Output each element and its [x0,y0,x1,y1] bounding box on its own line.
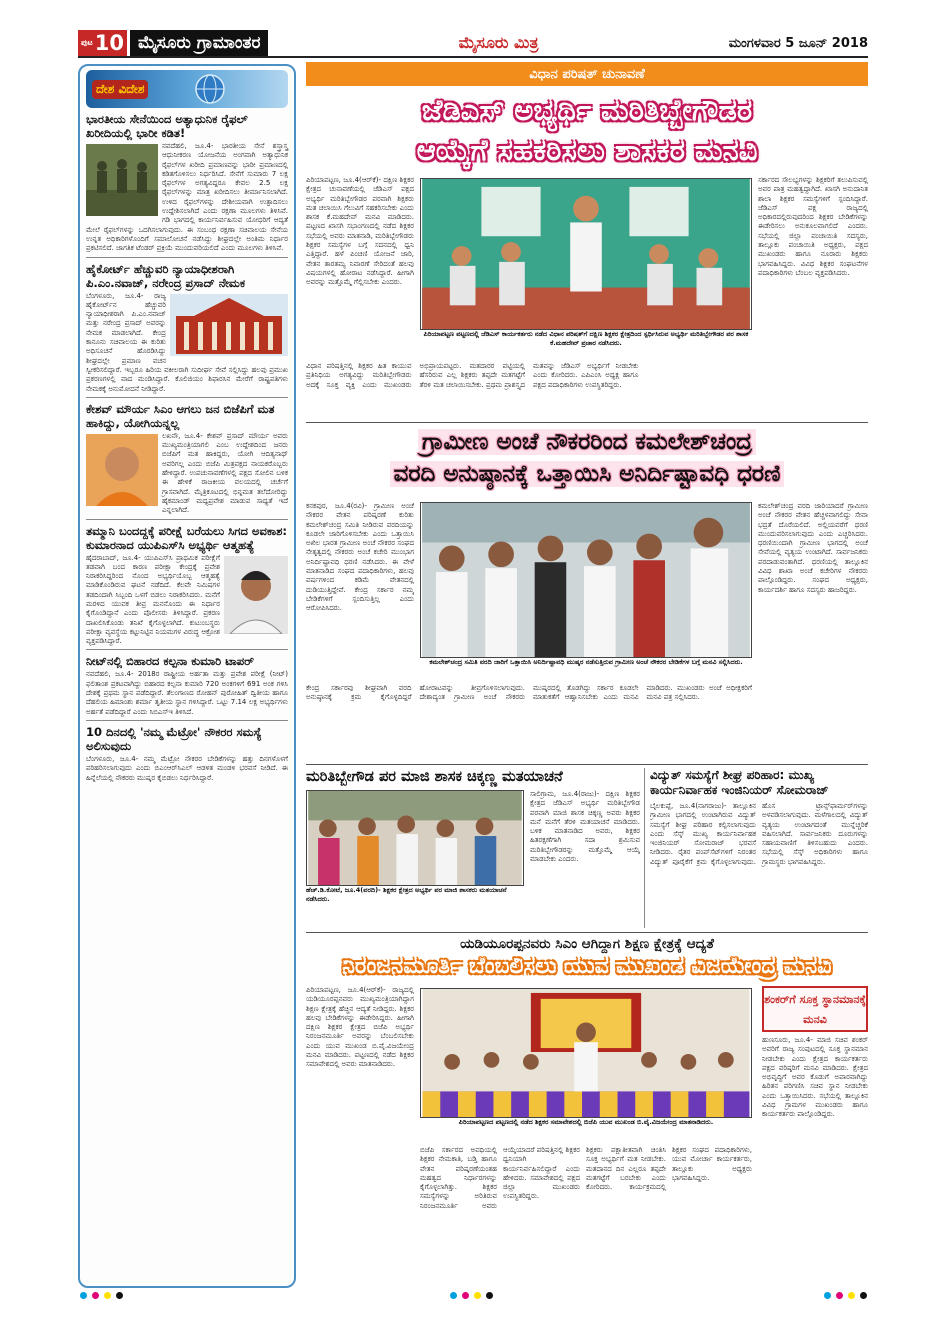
high-court-photo [170,294,288,356]
yellow-dot [104,1292,111,1299]
story4-column: ಬೈಲಕುಪ್ಪೆ, ಜೂ.4(ನಾಗರಾಜು)- ತಾಲ್ಲೂಕಿನ ಗ್ರಾಮೀಣ ಭಾಗದಲ್ಲಿ ಉಂಟಾಗಿರುವ ವಿದ್ಯುತ್ ಸಮಸ್ಯೆಗೆ ಶೀಘ್ರ ಪರಿಹಾರ ಕಲ್ಪಿಸಲಾಗುವುದು ಎಂದು ಸೆಸ್ಕ್ ಮುಖ್ಯ ಕಾರ್ಯನಿರ್ವಾಹಕ ಇಂಜಿನಿಯರ್ ಸೋಮರಾಜ್ ಭರವಸೆ ನೀಡಿದರು. ರೈತರ ಪಂಪ್‌ಸೆಟ್‌ಗಳಿಗೆ ನಿರಂತರ ವಿದ್ಯುತ್ ಪೂರೈಕೆಗೆ ಕ್ರಮ ಕೈಗೊಳ್ಳಲಾಗುವುದು. ಹೊಸ ಟ್ರಾನ್ಸ್‌ಫಾರ್ಮರ್‌ಗಳನ್ನು ಅಳವಡಿಸಲಾಗುವುದು. ಮಳೆಗಾಲದಲ್ಲಿ ವಿದ್ಯುತ್ ವ್ಯತ್ಯಯ ಉಂಟಾಗದಂತೆ ಮುನ್ನೆಚ್ಚರಿಕೆ ವಹಿಸಲಾಗಿದೆ. ಸಾರ್ವಜನಿಕರು ದೂರುಗಳನ್ನು ಸಹಾಯವಾಣಿಗೆ ತಿಳಿಸಬಹುದು ಎಂದರು. ಸಭೆಯಲ್ಲಿ ಸೆಸ್ಕ್ ಅಧಿಕಾರಿಗಳು ಹಾಗೂ ಗ್ರಾಮಸ್ಥರು ಭಾಗವಹಿಸಿದ್ದರು. [650,802,868,866]
yellow-dot [474,1292,481,1299]
paper-name: ಮೈಸೂರು ಮಿತ್ರ [458,33,539,52]
black-dot [860,1292,867,1299]
story2-headline-line-2-text: ವರದಿ ಅನುಷ್ಠಾನಕ್ಕೆ ಒತ್ತಾಯಿಸಿ ಅನಿರ್ದಿಷ್ಟಾವಧಿ ಧರಣಿ [390,461,785,487]
page-number-box [78,30,127,56]
masthead [78,30,868,58]
story5-photo [420,988,752,1118]
sidebar-headline-1: ಭಾರತೀಯ ಸೇನೆಯಿಂದ ಅತ್ಯಾಧುನಿಕ ರೈಫಲ್ ಖರೀದಿಯಲ್ಲಿ ಭಾರೀ ಕಡಿತ! [86,112,248,140]
section-title: ಮೈಸೂರು ಗ್ರಾಮಾಂತರ [130,30,268,56]
story2-photo-caption: ಕಮಲೇಶ್‌ಚಂದ್ರ ಸಮಿತಿ ವರದಿ ಜಾರಿಗೆ ಒತ್ತಾಯಿಸಿ ಅನಿರ್ದಿಷ್ಟಾವಧಿ ಮುಷ್ಕರ ನಡೆಸುತ್ತಿರುವ ಗ್ರಾಮೀಣ ಅಂಚೆ ನೌಕರರ ಬೇಡಿಕೆಗಳ ಬಗ್ಗೆ ಮನವಿ ಸಲ್ಲಿಸಿದರು. [420,658,752,680]
black-dot [486,1292,493,1299]
divider [86,649,288,650]
lead-photo-caption: ಪಿರಿಯಾಪಟ್ಟಣ ಪಟ್ಟಣದಲ್ಲಿ ಜೆಡಿಎಸ್ ಕಾರ್ಯಕರ್ತರು ನಡೆದ ವಿಧಾನ ಪರಿಷತ್‌ಗೆ ದಕ್ಷಿಣ ಶಿಕ್ಷಕರ ಕ್ಷೇತ್ರದಿಂದ ಸ್ಪರ್ಧಿಸಿರುವ ಅಭ್ಯರ್ಥಿ ಮರಿತಿಬ್ಬೇಗೌಡರ ಪರ ಶಾಸಕ ಕೆ.ಮಹದೇವ್ ಪ್ರಚಾರ ನಡೆಸಿದರು. [420,330,752,358]
story2-photo [420,502,752,658]
page-tab [78,30,268,56]
sidebar-banner-label: ದೇಶ ವಿದೇಶ [92,80,148,99]
cyan-dot [824,1292,831,1299]
globe-icon [188,73,232,105]
soldiers-photo [86,144,158,216]
story3-column: ಸಾಲಿಗ್ರಾಮ, ಜೂ.4(ರಾಜು)- ದಕ್ಷಿಣ ಶಿಕ್ಷಕರ ಕ್ಷೇತ್ರದ ಜೆಡಿಎಸ್ ಅಭ್ಯರ್ಥಿ ಮರಿತಿಬ್ಬೇಗೌಡ ಪರವಾಗಿ ಮಾಜಿ ಶಾಸಕ ಚಿಕ್ಕಣ್ಣ ಅವರು ಶಿಕ್ಷಕರ ಮನೆ ಮನೆಗೆ ತೆರಳಿ ಮತಯಾಚನೆ ಮಾಡಿದರು. ಬಳಿಕ ಮಾತನಾಡಿದ ಅವರು, ಶಿಕ್ಷಕರ ಹಿತರಕ್ಷಣೆಗಾಗಿ ಸದಾ ಶ್ರಮಿಸುವ ಮರಿತಿಬ್ಬೇಗೌಡರನ್ನು ಮತ್ತೊಮ್ಮೆ ಆಯ್ಕೆ ಮಾಡಬೇಕು ಎಂದರು. [530,790,640,864]
lead-photo [420,178,752,330]
divider [86,257,288,258]
story2-headline-line-1-text: ಗ್ರಾಮೀಣ ಅಂಚೆ ನೌಕರರಿಂದ ಕಮಲೇಶ್‌ಚಂದ್ರ [418,429,756,455]
lead-column-bottom: ವಿಧಾನ ಪರಿಷತ್ತಿನಲ್ಲಿ ಶಿಕ್ಷಕರ ಹಿತ ಕಾಯುವ ಪ್ರತಿನಿಧಿಯ ಅಗತ್ಯವಿದ್ದು ಮರಿತಿಬ್ಬೇಗೌಡರು ಅದಕ್ಕೆ ಸೂಕ್ತ ವ್ಯಕ್ತಿ ಎಂದು ಮುಖಂಡರು ಅಭಿಪ್ರಾಯಪಟ್ಟರು. ಮತದಾರರ ಪಟ್ಟಿಯಲ್ಲಿ ಹೆಸರಿರುವ ಎಲ್ಲ ಶಿಕ್ಷಕರು ತಪ್ಪದೇ ಮತಗಟ್ಟೆಗೆ ತೆರಳಿ ಮತ ಚಲಾಯಿಸಬೇಕು. ಪ್ರಥಮ ಪ್ರಾಶಸ್ತ್ಯದ ಮತವನ್ನು ಜೆಡಿಎಸ್ ಅಭ್ಯರ್ಥಿಗೆ ನೀಡಬೇಕು ಎಂದು ಕೋರಿದರು. ಎಪಿಎಂಸಿ ಅಧ್ಯಕ್ಷ ಹಾಗೂ ಪಕ್ಷದ ಪದಾಧಿಕಾರಿಗಳು ಉಪಸ್ಥಿತರಿದ್ದರು. [306,362,639,389]
sidebar-body-2: ಬೆಂಗಳೂರು, ಜೂ.4- ರಾಜ್ಯ ಹೈಕೋರ್ಟ್‌ನ ಹೆಚ್ಚುವರಿ ನ್ಯಾಯಾಧೀಶರಾಗಿ ಪಿ.ಎಂ.ನವಾಜ್ ಮತ್ತು ನರೇಂದ್ರ ಪ್ರಸಾದ್ ಅವರನ್ನು ನೇಮಕ ಮಾಡಲಾಗಿದೆ. ಕೇಂದ್ರ ಕಾನೂನು ಸಚಿವಾಲಯ ಈ ಕುರಿತು ಅಧಿಸೂಚನೆ ಹೊರಡಿಸಿದ್ದು ಶೀಘ್ರದಲ್ಲೇ ಪ್ರಮಾಣ ವಚನ ಸ್ವೀಕರಿಸಲಿದ್ದಾರೆ. ಇಬ್ಬರೂ ಹಿರಿಯ ವಕೀಲರಾಗಿ ಸುದೀರ್ಘ ಸೇವೆ ಸಲ್ಲಿಸಿದ್ದು ಹಲವು ಪ್ರಮುಖ ಪ್ರಕರಣಗಳಲ್ಲಿ ವಾದ ಮಂಡಿಸಿದ್ದಾರೆ. ಕೊಲಿಜಿಯಂ ಶಿಫಾರಸಿನ ಮೇರೆಗೆ ರಾಷ್ಟ್ರಪತಿಗಳು ನೇಮಕಕ್ಕೆ ಅನುಮೋದನೆ ನೀಡಿದ್ದಾರೆ. [86,291,288,393]
sidebar-body-4: ಹೈದರಾಬಾದ್, ಜೂ.4- ಯುಪಿಎಸ್‌ಸಿ ಪ್ರಾಥಮಿಕ ಪರೀಕ್ಷೆಗೆ ತಡವಾಗಿ ಬಂದ ಕಾರಣ ಪರೀಕ್ಷಾ ಕೇಂದ್ರಕ್ಕೆ ಪ್ರವೇಶ ನಿರಾಕರಿಸಿದ್ದರಿಂದ ನೊಂದ ಅಭ್ಯರ್ಥಿಯೊಬ್ಬ ಆತ್ಮಹತ್ಯೆ ಮಾಡಿಕೊಂಡಿರುವ ಘಟನೆ ನಡೆದಿದೆ. ಕೆಲವೇ ನಿಮಿಷಗಳ ತಡದಿಂದಾಗಿ ಸಿಬ್ಬಂದಿ ಒಳಗೆ ಬಿಡಲು ನಿರಾಕರಿಸಿದರು. ಮನೆಗೆ ಮರಳಿದ ಯುವಕ ತೀವ್ರ ಮನನೊಂದು ಈ ನಿರ್ಧಾರ ಕೈಗೊಂಡಿದ್ದಾನೆ ಎಂದು ಪೊಲೀಸರು ತಿಳಿಸಿದ್ದಾರೆ. ಪ್ರಕರಣ ದಾಖಲಿಸಿಕೊಂಡು ತನಿಖೆ ಕೈಗೊಳ್ಳಲಾಗಿದೆ. ಕುಟುಂಬಸ್ಥರು ಪರೀಕ್ಷಾ ವ್ಯವಸ್ಥೆಯ ಕಟ್ಟುನಿಟ್ಟಿನ ನಿಯಮಗಳ ವಿರುದ್ಧ ಆಕ್ರೋಶ ವ್ಯಕ್ತಪಡಿಸಿದ್ದಾರೆ. [86,553,220,646]
lead-headline [306,90,868,170]
story3-photo [306,790,524,886]
story2-headline-line-2 [306,458,868,490]
lead-kicker: ವಿಧಾನ ಪರಿಷತ್ ಚುನಾವಣೆ [306,62,868,86]
story3-photo-caption: ಹೆಚ್.ಡಿ.ಕೋಟೆ, ಜೂ.4(ವರದಿ)- ಶಿಕ್ಷಕರ ಕ್ಷೇತ್ರದ ಅಭ್ಯರ್ಥಿ ಪರ ಮಾಜಿ ಶಾಸಕರು ಮತಯಾಚನೆ ನಡೆಸಿದರು. [306,886,524,896]
sidebar-body-1: ನವದೆಹಲಿ, ಜೂ.4- ಭಾರತೀಯ ಸೇನೆ ಶಸ್ತ್ರಾಸ್ತ್ರ ಆಧುನೀಕರಣ ಯೋಜನೆಯ ಅಂಗವಾಗಿ ಅತ್ಯಾಧುನಿಕ ರೈಫಲ್‌ಗಳ ಖರೀದಿ ಪ್ರಮಾಣವನ್ನು ಭಾರೀ ಪ್ರಮಾಣದಲ್ಲಿ ಕಡಿತಗೊಳಿಸಲು ನಿರ್ಧರಿಸಿದೆ. ಸೇನೆಗೆ ಸುಮಾರು 7 ಲಕ್ಷ ರೈಫಲ್‌ಗಳ ಅಗತ್ಯವಿದ್ದರೂ ಕೇವಲ 2.5 ಲಕ್ಷ ರೈಫಲ್‌ಗಳನ್ನು ಮಾತ್ರ ಖರೀದಿಸಲು ತೀರ್ಮಾನಿಸಲಾಗಿದೆ. ಉಳಿದ ರೈಫಲ್‌ಗಳನ್ನು ದೇಶೀಯವಾಗಿ ಉತ್ಪಾದಿಸಲು ಉದ್ದೇಶಿಸಲಾಗಿದೆ ಎಂದು ರಕ್ಷಣಾ ಮೂಲಗಳು ತಿಳಿಸಿವೆ. ಗಡಿ ಭಾಗದಲ್ಲಿ ಕಾರ್ಯನಿರ್ವಹಿಸುವ ಯೋಧರಿಗೆ ಆದ್ಯತೆ ಮೇಲೆ ರೈಫಲ್‌ಗಳನ್ನು ಒದಗಿಸಲಾಗುವುದು. ಈ ಸಂಬಂಧ ರಕ್ಷಣಾ ಸಚಿವಾಲಯ ಸೇನೆಯ ಉನ್ನತ ಅಧಿಕಾರಿಗಳೊಂದಿಗೆ ಸಮಾಲೋಚನೆ ನಡೆಸಿದ್ದು ಶೀಘ್ರದಲ್ಲೇ ಅಂತಿಮ ನಿರ್ಧಾರ ಪ್ರಕಟಿಸಲಿದೆ. ಜಾಗತಿಕ ಟೆಂಡರ್ ಪ್ರಕ್ರಿಯೆ ಮುಂದುವರಿಯಲಿದೆ ಎಂದು ಮೂಲಗಳು ತಿಳಿಸಿವೆ. [86,142,288,253]
story5-kicker: ಯಡಿಯೂರಪ್ಪನವರು ಸಿಎಂ ಆಗಿದ್ದಾಗ ಶಿಕ್ಷಣ ಕ್ಷೇತ್ರಕ್ಕೆ ಆದ್ಯತೆ [460,936,714,952]
lead-headline-line-2: ಆಯ್ಕೆಗೆ ಸಹಕರಿಸಲು ಶಾಸಕರ ಮನವಿ [416,133,758,167]
story2-headline [306,426,868,490]
lead-headline-line-1: ಜೆಡಿಎಸ್ ಅಭ್ಯರ್ಥಿ ಮರಿತಿಬ್ಬೇಗೌಡರ [421,93,753,127]
divider [86,519,288,520]
divider [86,397,288,398]
story4-headline: ವಿದ್ಯುತ್ ಸಮಸ್ಯೆಗೆ ಶೀಘ್ರ ಪರಿಹಾರ: ಮುಖ್ಯ ಕಾರ್ಯನಿರ್ವಾಹಕ ಇಂಜಿನಿಯರ್ ಸೋಮರಾಜ್ [650,768,829,797]
page-number: 10 [94,31,124,55]
story2-column-left: ಕನಕಪುರ, ಜೂ.4(ರವಿ)- ಗ್ರಾಮೀಣ ಅಂಚೆ ನೌಕರರ ವೇತನ ಪರಿಷ್ಕರಣೆ ಕುರಿತು ಕಮಲೇಶ್‌ಚಂದ್ರ ಸಮಿತಿ ನೀಡಿರುವ ವರದಿಯನ್ನು ಕೂಡಲೇ ಜಾರಿಗೊಳಿಸಬೇಕು ಎಂದು ಒತ್ತಾಯಿಸಿ ಅಖಿಲ ಭಾರತ ಗ್ರಾಮೀಣ ಅಂಚೆ ನೌಕರರ ಸಂಘದ ನೇತೃತ್ವದಲ್ಲಿ ನೌಕರರು ಅಂಚೆ ಕಚೇರಿ ಮುಂಭಾಗ ಅನಿರ್ದಿಷ್ಟಾವಧಿ ಧರಣಿ ನಡೆಸಿದರು. ಈ ವೇಳೆ ಮಾತನಾಡಿದ ಸಂಘದ ಪದಾಧಿಕಾರಿಗಳು, ಹಲವು ವರ್ಷಗಳಿಂದ ಕಡಿಮೆ ವೇತನದಲ್ಲಿ ದುಡಿಯುತ್ತಿದ್ದೇವೆ. ಕೇಂದ್ರ ಸರ್ಕಾರ ನಮ್ಮ ಬೇಡಿಕೆಗಳಿಗೆ ಸ್ಪಂದಿಸುತ್ತಿಲ್ಲ ಎಂದು ಆರೋಪಿಸಿದರು. [306,502,414,613]
story2-column-right: ಕಮಲೇಶ್‌ಚಂದ್ರ ವರದಿ ಜಾರಿಯಾದರೆ ಗ್ರಾಮೀಣ ಅಂಚೆ ನೌಕರರ ವೇತನ ಹೆಚ್ಚಳವಾಗಲಿದ್ದು ಸೇವಾ ಭದ್ರತೆ ದೊರೆಯಲಿದೆ. ಅಲ್ಲಿಯವರೆಗೆ ಧರಣಿ ಮುಂದುವರಿಸಲಾಗುವುದು ಎಂದು ಎಚ್ಚರಿಸಿದರು. ಧರಣಿಯಿಂದಾಗಿ ಗ್ರಾಮೀಣ ಭಾಗದಲ್ಲಿ ಅಂಚೆ ಸೇವೆಯಲ್ಲಿ ವ್ಯತ್ಯಯ ಉಂಟಾಗಿದೆ. ಸಾರ್ವಜನಿಕರು ಪರದಾಡುವಂತಾಗಿದೆ. ಧರಣಿಯಲ್ಲಿ ತಾಲ್ಲೂಕಿನ ವಿವಿಧ ಶಾಖಾ ಅಂಚೆ ಕಚೇರಿಗಳ ನೌಕರರು ಪಾಲ್ಗೊಂಡಿದ್ದರು. ಸಂಘದ ಅಧ್ಯಕ್ಷರು, ಕಾರ್ಯದರ್ಶಿ ಹಾಗೂ ಸದಸ್ಯರು ಹಾಜರಿದ್ದರು. [758,502,868,594]
sidebar-body-3: ಲಖನೌ, ಜೂ.4- ಕೇಶವ್ ಪ್ರಸಾದ್ ಮೌರ್ಯ ಅವರು ಮುಖ್ಯಮಂತ್ರಿಯಾಗಲಿ ಎಂಬ ಉದ್ದೇಶದಿಂದ ಜನರು ಬಿಜೆಪಿಗೆ ಮತ ಹಾಕಿದ್ದರು, ಯೋಗಿ ಆದಿತ್ಯನಾಥ್ ಅವರಿಗಲ್ಲ ಎಂದು ಬಿಜೆಪಿ ಮಿತ್ರಪಕ್ಷದ ನಾಯಕರೊಬ್ಬರು ಹೇಳಿದ್ದಾರೆ. ಉಪಚುನಾವಣೆಗಳಲ್ಲಿ ಪಕ್ಷದ ಸೋಲಿನ ಬಳಿಕ ಈ ಹೇಳಿಕೆ ರಾಜಕೀಯ ವಲಯದಲ್ಲಿ ಚರ್ಚೆಗೆ ಗ್ರಾಸವಾಗಿದೆ. ಮೈತ್ರಿಕೂಟದಲ್ಲಿ ಭಿನ್ನಮತ ತಲೆದೋರಿದ್ದು ಹೈಕಮಾಂಡ್ ಮಧ್ಯಪ್ರವೇಶ ಮಾಡುವ ಸಾಧ್ಯತೆ ಇದೆ ಎನ್ನಲಾಗಿದೆ. [162,431,288,515]
sidebar-headline-5: ನೀಟ್‌ನಲ್ಲಿ ಬಿಹಾರದ ಕಲ್ಪನಾ ಕುಮಾರಿ ಟಾಪರ್ [86,654,254,669]
story5-photo-caption: ಪಿರಿಯಾಪಟ್ಟಣದ ಪಟ್ಟಣದಲ್ಲಿ ನಡೆದ ಶಿಕ್ಷಕರ ಸಮಾವೇಶದಲ್ಲಿ ಬಿಜೆಪಿ ಯುವ ಮುಖಂಡ ಬಿ.ವೈ.ವಿಜಯೇಂದ್ರ ಮಾತನಾಡಿದರು. [420,1118,752,1142]
registration-dots-left [80,1292,123,1299]
politician-photo [86,434,158,506]
sidebar-headline-6: 10 ದಿನದಲ್ಲಿ 'ನಮ್ಮ ಮೆಟ್ರೋ' ನೌಕರರ ಸಮಸ್ಯೆ ಅಲಿಸುವುದು [86,724,262,753]
lead-column-left: ಪಿರಿಯಾಪಟ್ಟಣ, ಜೂ.4(ಆರ್‌ಕೆ)- ದಕ್ಷಿಣ ಶಿಕ್ಷಕರ ಕ್ಷೇತ್ರದ ಚುನಾವಣೆಯಲ್ಲಿ ಜೆಡಿಎಸ್ ಪಕ್ಷದ ಅಭ್ಯರ್ಥಿ ಮರಿತಿಬ್ಬೇಗೌಡರ ಪರವಾಗಿ ಶಿಕ್ಷಕರು ಮತ ಚಲಾಯಿಸಿ ಗೆಲುವಿಗೆ ಸಹಕರಿಸಬೇಕು ಎಂದು ಶಾಸಕ ಕೆ.ಮಹದೇವ್ ಮನವಿ ಮಾಡಿದರು. ಪಟ್ಟಣದ ಖಾಸಗಿ ಸಭಾಂಗಣದಲ್ಲಿ ನಡೆದ ಶಿಕ್ಷಕರ ಸಭೆಯಲ್ಲಿ ಅವರು ಮಾತನಾಡಿ, ಮರಿತಿಬ್ಬೇಗೌಡರು ಶಿಕ್ಷಕರ ಸಮಸ್ಯೆಗಳ ಬಗ್ಗೆ ಸದನದಲ್ಲಿ ಧ್ವನಿ ಎತ್ತಿದ್ದಾರೆ. ಹಳೆ ಪಿಂಚಣಿ ಯೋಜನೆ ಜಾರಿ, ವೇತನ ತಾರತಮ್ಯ ನಿವಾರಣೆ ಸೇರಿದಂತೆ ಹಲವು ವಿಷಯಗಳಲ್ಲಿ ಹೋರಾಟ ನಡೆಸಿದ್ದಾರೆ. ಹೀಗಾಗಿ ಅವರನ್ನು ಮತ್ತೊಮ್ಮೆ ಗೆಲ್ಲಿಸಬೇಕು ಎಂದರು. [306,176,414,287]
sidebar-news-column [78,64,296,1288]
story5-headline: ನಿರಂಜನಮೂರ್ತಿ ಬೆಂಬಲಿಸಲು ಯುವ ಮುಖಂಡ ವಿಜಯೇಂದ್ರ ಮನವಿ [342,954,832,979]
page-label: ಪುಟ [81,38,93,47]
sidebar-body-5: ನವದೆಹಲಿ, ಜೂ.4- 2018ರ ರಾಷ್ಟ್ರೀಯ ಅರ್ಹತಾ ಮತ್ತು ಪ್ರವೇಶ ಪರೀಕ್ಷೆ (ನೀಟ್) ಫಲಿತಾಂಶ ಪ್ರಕಟವಾಗಿದ್ದು ಬಿಹಾರದ ಕಲ್ಪನಾ ಕುಮಾರಿ 720 ಅಂಕಗಳಿಗೆ 691 ಅಂಕ ಗಳಿಸಿ ದೇಶಕ್ಕೆ ಪ್ರಥಮ ಸ್ಥಾನ ಪಡೆದಿದ್ದಾರೆ. ತೆಲಂಗಾಣದ ರೋಹನ್ ಪುರೋಹಿತ್ ದ್ವಿತೀಯ ಹಾಗೂ ದೆಹಲಿಯ ಹಿಮಾಂಶು ಶರ್ಮಾ ತೃತೀಯ ಸ್ಥಾನ ಗಳಿಸಿದ್ದಾರೆ. ಒಟ್ಟು 7.14 ಲಕ್ಷ ಅಭ್ಯರ್ಥಿಗಳು ಅರ್ಹತೆ ಪಡೆದಿದ್ದಾರೆ ಎಂದು ಸಿಬಿಎಸ್‌ಇ ತಿಳಿಸಿದೆ. [86,670,288,716]
story2-headline-line-1 [306,426,868,458]
cyan-dot [80,1292,87,1299]
registration-dots-center [450,1292,493,1299]
story3-headline: ಮರಿತಿಬ್ಬೇಗೌಡ ಪರ ಮಾಜಿ ಶಾಸಕ ಚಿಕ್ಕಣ್ಣ ಮತಯಾಚನೆ [306,769,563,785]
divider [306,932,868,933]
magenta-dot [92,1292,99,1299]
divider [306,422,868,423]
lead-column-right: ಸರ್ಕಾರದ ಸೌಲಭ್ಯಗಳನ್ನು ಶಿಕ್ಷಕರಿಗೆ ತಲುಪಿಸುವಲ್ಲಿ ಅವರ ಪಾತ್ರ ಮಹತ್ವದ್ದಾಗಿದೆ. ಖಾಸಗಿ ಅನುದಾನಿತ ಶಾಲಾ ಶಿಕ್ಷಕರ ಸಮಸ್ಯೆಗಳಿಗೆ ಸ್ಪಂದಿಸಿದ್ದಾರೆ. ಜೆಡಿಎಸ್ ಪಕ್ಷ ರಾಜ್ಯದಲ್ಲಿ ಅಧಿಕಾರದಲ್ಲಿರುವುದರಿಂದ ಶಿಕ್ಷಕರ ಬೇಡಿಕೆಗಳನ್ನು ಈಡೇರಿಸಲು ಅನುಕೂಲವಾಗಲಿದೆ ಎಂದರು. ಸಭೆಯಲ್ಲಿ ಜಿಲ್ಲಾ ಪಂಚಾಯಿತಿ ಸದಸ್ಯರು, ತಾಲ್ಲೂಕು ಪಂಚಾಯಿತಿ ಅಧ್ಯಕ್ಷರು, ಪಕ್ಷದ ಮುಖಂಡರು ಹಾಗೂ ನೂರಾರು ಶಿಕ್ಷಕರು ಭಾಗವಹಿಸಿದ್ದರು. ವಿವಿಧ ಶಿಕ್ಷಕರ ಸಂಘಟನೆಗಳ ಪದಾಧಿಕಾರಿಗಳು ಬೆಂಬಲ ವ್ಯಕ್ತಪಡಿಸಿದರು. [758,176,868,277]
black-dot [116,1292,123,1299]
issue-date: ಮಂಗಳವಾರ 5 ಜೂನ್ 2018 [728,35,868,51]
yellow-dot [848,1292,855,1299]
story5-column-right: ಶಿಕ್ಷಕರು ಪಕ್ಷಾತೀತವಾಗಿ ಚಿಂತಿಸಿ ಸೂಕ್ತ ಅಭ್ಯರ್ಥಿಗೆ ಮತ ನೀಡಬೇಕು. ಮತದಾನದ ದಿನ ಎಲ್ಲರೂ ತಪ್ಪದೇ ಮತಗಟ್ಟೆಗೆ ಬರಬೇಕು ಎಂದು ಕೋರಿದರು. ಕಾರ್ಯಕ್ರಮದಲ್ಲಿ ಶಿಕ್ಷಕರ ಸಂಘದ ಪದಾಧಿಕಾರಿಗಳು, ಯುವ ಮೋರ್ಚಾ ಕಾರ್ಯಕರ್ತರು, ತಾಲ್ಲೂಕು ಅಧ್ಯಕ್ಷರು ಭಾಗವಹಿಸಿದ್ದರು. [586,1146,752,1192]
story5-column-left: ಪಿರಿಯಾಪಟ್ಟಣ, ಜೂ.4(ಆರ್‌ಕೆ)- ರಾಜ್ಯದಲ್ಲಿ ಯಡಿಯೂರಪ್ಪನವರು ಮುಖ್ಯಮಂತ್ರಿಯಾಗಿದ್ದಾಗ ಶಿಕ್ಷಣ ಕ್ಷೇತ್ರಕ್ಕೆ ಹೆಚ್ಚಿನ ಆದ್ಯತೆ ನೀಡಿದ್ದರು. ಶಿಕ್ಷಕರ ಹಲವು ಬೇಡಿಕೆಗಳನ್ನು ಈಡೇರಿಸಿದ್ದರು. ಹೀಗಾಗಿ ದಕ್ಷಿಣ ಶಿಕ್ಷಕರ ಕ್ಷೇತ್ರದ ಬಿಜೆಪಿ ಅಭ್ಯರ್ಥಿ ನಿರಂಜನಮೂರ್ತಿ ಅವರನ್ನು ಬೆಂಬಲಿಸಬೇಕು ಎಂದು ಯುವ ಮುಖಂಡ ಬಿ.ವೈ.ವಿಜಯೇಂದ್ರ ಮನವಿ ಮಾಡಿದರು. ಪಟ್ಟಣದಲ್ಲಿ ನಡೆದ ಶಿಕ್ಷಕರ ಸಮಾವೇಶದಲ್ಲಿ ಅವರು ಮಾತನಾಡಿದರು. [306,986,414,1069]
registration-dots-right [824,1292,867,1299]
magenta-dot [462,1292,469,1299]
box-headline: ಶಂಕರ್‌ಗೆ ಸೂಕ್ತ ಸ್ಥಾನಮಾನಕ್ಕೆ ಮನವಿ [762,986,868,1032]
sidebar-headline-2: ಹೈಕೋರ್ಟ್ ಹೆಚ್ಚುವರಿ ನ್ಯಾಯಾಧೀಶರಾಗಿ ಪಿ.ಎಂ.ನವಾಜ್, ನರೇಂದ್ರ ಪ್ರಸಾದ್ ನೇಮಕ [86,261,246,290]
box-column: ಹುಣಸೂರು, ಜೂ.4- ಮಾಜಿ ಸಚಿವ ಶಂಕರ್ ಅವರಿಗೆ ರಾಜ್ಯ ಸಂಪುಟದಲ್ಲಿ ಸೂಕ್ತ ಸ್ಥಾನಮಾನ ನೀಡಬೇಕು ಎಂದು ಕ್ಷೇತ್ರದ ಕಾರ್ಯಕರ್ತರು ಪಕ್ಷದ ವರಿಷ್ಠರಿಗೆ ಮನವಿ ಮಾಡಿದರು. ಕ್ಷೇತ್ರದ ಅಭಿವೃದ್ಧಿಗೆ ಅವರ ಕೊಡುಗೆ ಅಪಾರವಾಗಿದ್ದು ಹಿರಿತನ ಪರಿಗಣಿಸಿ ಸಚಿವ ಸ್ಥಾನ ನೀಡಬೇಕು ಎಂದು ಒತ್ತಾಯಿಸಿದರು. ಸಭೆಯಲ್ಲಿ ತಾಲ್ಲೂಕಿನ ವಿವಿಧ ಗ್ರಾಮಗಳ ಮುಖಂಡರು ಹಾಗೂ ಕಾರ್ಯಕರ್ತರು ಪಾಲ್ಗೊಂಡಿದ್ದರು. [762,1036,868,1119]
student-photo [224,556,288,634]
sidebar-headline-3: ಕೇಶವ್ ಮೌರ್ಯ ಸಿಎಂ ಆಗಲು ಜನ ಬಿಜೆಪಿಗೆ ಮತ ಹಾಕಿದ್ದು, ಯೋಗಿಯನ್ನಲ್ಲ [86,401,275,430]
story2-column-bottom: ಕೇಂದ್ರ ಸರ್ಕಾರವು ಶೀಘ್ರವಾಗಿ ವರದಿ ಅನುಷ್ಠಾನಕ್ಕೆ ಕ್ರಮ ಕೈಗೊಳ್ಳದಿದ್ದರೆ ಹೋರಾಟವನ್ನು ತೀವ್ರಗೊಳಿಸಲಾಗುವುದು. ದೇಶಾದ್ಯಂತ ಗ್ರಾಮೀಣ ಅಂಚೆ ನೌಕರರು ಮುಷ್ಕರದಲ್ಲಿ ತೊಡಗಿದ್ದು ಸರ್ಕಾರ ಕೂಡಲೇ ಮಾತುಕತೆಗೆ ಆಹ್ವಾನಿಸಬೇಕು ಎಂದು ಮನವಿ ಮಾಡಿದರು. ಮುಖಂಡರು ಅಂಚೆ ಅಧೀಕ್ಷಕರಿಗೆ ಮನವಿ ಪತ್ರ ಸಲ್ಲಿಸಿದರು. [306,684,752,702]
sidebar-body-6: ಬೆಂಗಳೂರು, ಜೂ.4- ನಮ್ಮ ಮೆಟ್ರೋ ನೌಕರರ ಬೇಡಿಕೆಗಳನ್ನು ಹತ್ತು ದಿನಗಳೊಳಗೆ ಪರಿಹರಿಸಲಾಗುವುದು ಎಂದು ಬಿಎಂಆರ್‌ಸಿಎಲ್ ಆಡಳಿತ ಮಂಡಳಿ ಭರವಸೆ ನೀಡಿದೆ. ಈ ಹಿನ್ನೆಲೆಯಲ್ಲಿ ನೌಕರರು ಮುಷ್ಕರ ಕೈಬಿಡಲು ನಿರ್ಧರಿಸಿದ್ದಾರೆ. [86,754,288,782]
cyan-dot [450,1292,457,1299]
sidebar-headline-4: ತಮ್ಮಾನಿ ಬಂದದ್ದಕ್ಕೆ ಪರೀಕ್ಷೆ ಬರೆಯಲು ಸಿಗದ ಅವಕಾಶ: ಕುಮಾರನಾದ ಯುಪಿಎಸ್‌ಸಿ ಅಭ್ಯರ್ಥಿ ಆತ್ಮಹತ್ಯೆ [86,523,287,552]
divider [86,720,288,721]
magenta-dot [836,1292,843,1299]
story5-column-mid: ಬಿಜೆಪಿ ಸರ್ಕಾರದ ಅವಧಿಯಲ್ಲಿ ಶಿಕ್ಷಕರ ನೇಮಕಾತಿ, ಬಡ್ತಿ ಹಾಗೂ ವೇತನ ಪರಿಷ್ಕರಣೆಯಂತಹ ಮಹತ್ವದ ನಿರ್ಧಾರಗಳನ್ನು ಕೈಗೊಳ್ಳಲಾಗಿತ್ತು. ಶಿಕ್ಷಕರ ಸಮಸ್ಯೆಗಳನ್ನು ಅರಿತಿರುವ ನಿರಂಜನಮೂರ್ತಿ ಅವರು ಆಯ್ಕೆಯಾದರೆ ಪರಿಷತ್ತಿನಲ್ಲಿ ಶಿಕ್ಷಕರ ಧ್ವನಿಯಾಗಿ ಕಾರ್ಯನಿರ್ವಹಿಸಲಿದ್ದಾರೆ ಎಂದು ಹೇಳಿದರು. ಸಮಾವೇಶದಲ್ಲಿ ಪಕ್ಷದ ಜಿಲ್ಲಾ ಮುಖಂಡರು ಉಪಸ್ಥಿತರಿದ್ದರು. [420,1146,580,1210]
divider [644,768,645,928]
sidebar-banner [86,70,288,108]
divider [306,764,868,765]
